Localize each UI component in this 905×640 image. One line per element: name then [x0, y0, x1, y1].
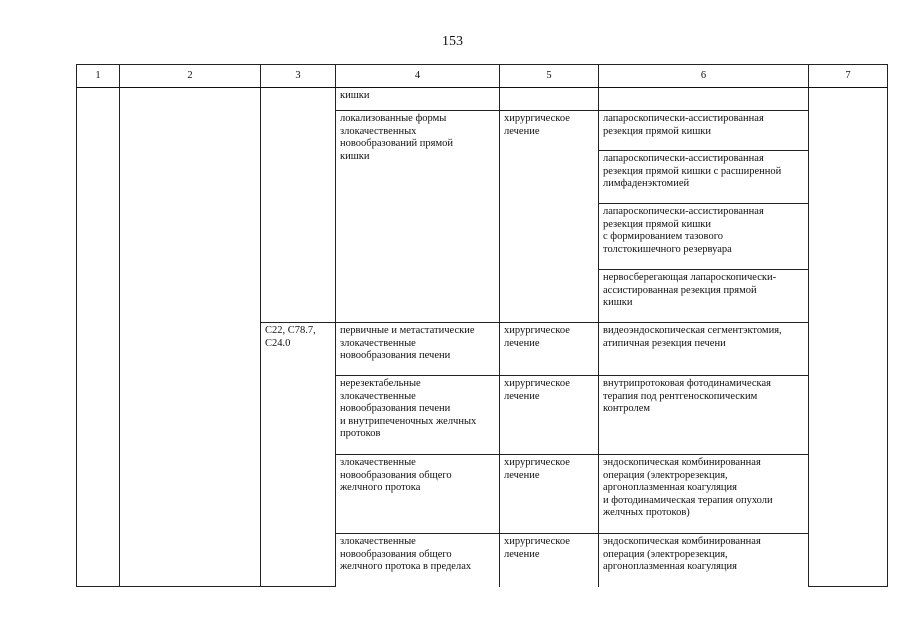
cell-method	[599, 455, 809, 534]
page-number: 153	[442, 34, 463, 49]
cell-text: первичные и метастатические злокачественные новообразования печени	[340, 325, 475, 361]
header-col-1: 1	[77, 65, 120, 88]
cell-method	[599, 376, 809, 455]
cell-diagnosis	[336, 88, 500, 111]
cell-diagnosis	[336, 376, 500, 455]
cell-method	[599, 111, 809, 151]
cell-text: лапароскопически-ассистированная резекция прямой кишки	[603, 113, 764, 137]
cell-text: лапароскопически-ассистированная резекция прямой кишки с расширенной лимфаденэктомией	[603, 153, 782, 189]
table-row	[77, 88, 888, 111]
cell-text: кишки	[340, 90, 370, 101]
cell-text: эндоскопическая комбинированная операция (электрорезекция, аргоноплазменная коагуляция и фотодинамическая терапия опухоли желчных протоков)	[603, 457, 773, 518]
cell-treatment	[500, 323, 599, 376]
cell-col-1	[77, 88, 120, 587]
cell-method	[599, 204, 809, 270]
cell-col-7	[809, 88, 888, 587]
cell-text: эндоскопическая комбинированная операция (электрорезекция, аргоноплазменная коагуляция	[603, 536, 761, 572]
cell-treatment	[500, 455, 599, 534]
cell-diagnosis	[336, 111, 500, 323]
cell-text: хирургическое лечение	[504, 325, 570, 349]
cell-text: нерезектабельные злокачественные новообразования печени и внутрипеченочных желчных протоков	[340, 378, 477, 439]
cell-method	[599, 151, 809, 204]
cell-method	[599, 270, 809, 323]
cell-text: нервосберегающая лапароскопически- ассистированная резекция прямой кишки	[603, 272, 777, 308]
cell-text: C22, C78.7, C24.0	[265, 325, 316, 349]
header-col-2: 2	[120, 65, 261, 88]
cell-text: хирургическое лечение	[504, 536, 570, 560]
cell-text: злокачественные новообразования общего желчного протока	[340, 457, 452, 493]
cell-text: лапароскопически-ассистированная резекция прямой кишки с формированием тазового толстокишечного резервуара	[603, 206, 764, 255]
cell-diagnosis	[336, 534, 500, 587]
cell-treatment	[500, 376, 599, 455]
cell-method	[599, 534, 809, 587]
header-col-7: 7	[809, 65, 888, 88]
cell-text: локализованные формы злокачественных новообразований прямой кишки	[340, 113, 454, 162]
header-row	[77, 65, 888, 88]
cell-text: хирургическое лечение	[504, 113, 570, 137]
header-col-6: 6	[599, 65, 809, 88]
cell-method	[599, 88, 809, 111]
header-col-3: 3	[261, 65, 336, 88]
cell-treatment	[500, 111, 599, 323]
header-col-4: 4	[336, 65, 500, 88]
cell-col-3	[261, 88, 336, 323]
header-col-5: 5	[500, 65, 599, 88]
cell-icd-codes	[261, 323, 336, 587]
cell-col-2	[120, 88, 261, 587]
medical-procedures-table	[76, 64, 888, 587]
cell-diagnosis	[336, 455, 500, 534]
cell-text: внутрипротоковая фотодинамическая терапия под рентгеноскопическим контролем	[603, 378, 771, 414]
cell-text: злокачественные новообразования общего желчного протока в пределах	[340, 536, 472, 572]
cell-diagnosis	[336, 323, 500, 376]
cell-treatment	[500, 534, 599, 587]
cell-treatment	[500, 88, 599, 111]
cell-text: видеоэндоскопическая сегментэктомия, атипичная резекция печени	[603, 325, 782, 349]
cell-method	[599, 323, 809, 376]
cell-text: хирургическое лечение	[504, 378, 570, 402]
cell-text: хирургическое лечение	[504, 457, 570, 481]
